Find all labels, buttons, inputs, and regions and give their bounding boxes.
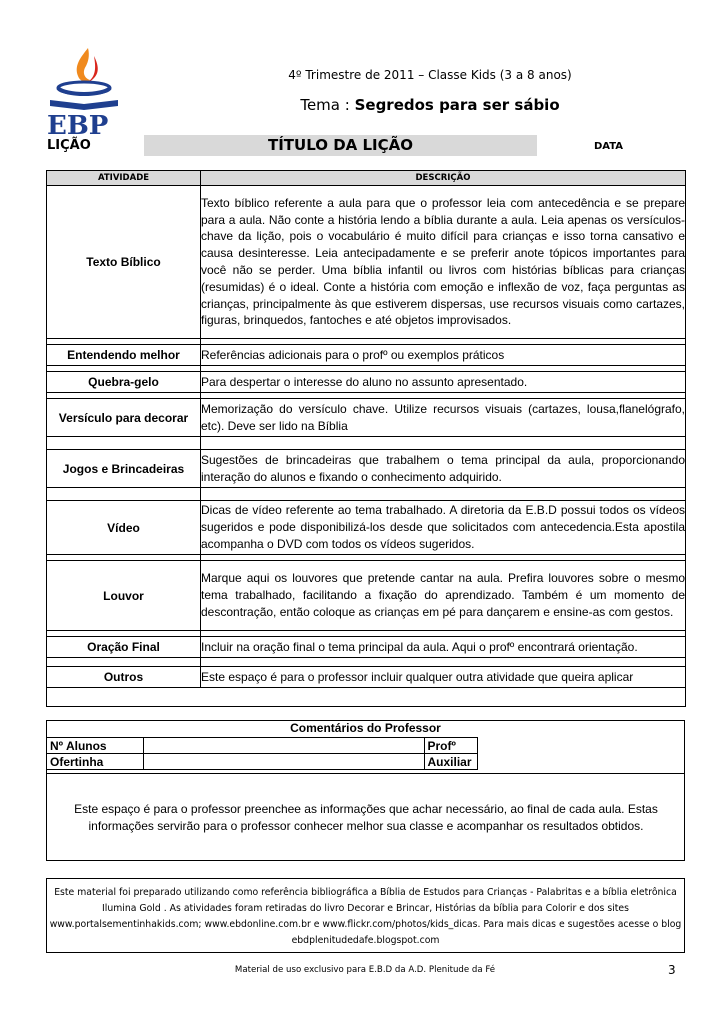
alunos-label: Nº Alunos <box>47 738 143 754</box>
prof-field[interactable] <box>477 738 684 754</box>
trimester-line: 4º Trimestre de 2011 – Classe Kids (3 a 8 anos) <box>288 68 572 82</box>
references-box <box>46 878 685 953</box>
tema-line <box>255 96 605 114</box>
activity-name: Vídeo <box>47 501 201 555</box>
exclusive-use-note: Material de uso exclusivo para E.B.D da A.D. Plenitude da Fé <box>234 965 496 975</box>
activity-name: Jogos e Brincadeiras <box>47 450 201 488</box>
activity-name: Oração Final <box>47 637 201 658</box>
table-row <box>47 345 686 366</box>
references-line: ebdplenitudedafe.blogspot.com <box>291 935 440 946</box>
alunos-field[interactable] <box>143 738 424 754</box>
column-header-atividade: ATIVIDADE <box>47 171 201 186</box>
ofertinha-field[interactable] <box>143 754 424 770</box>
references-line: Ilumina Gold . As atividades foram retiradas do livro Decorar e Brincar, Histórias da bíblia para Colorir e dos sites <box>102 903 629 914</box>
table-row <box>47 561 686 631</box>
activity-name: Versículo para decorar <box>47 399 201 437</box>
tema-value: Segredos para ser sábio <box>354 96 560 114</box>
table-row <box>47 186 686 339</box>
empty-row <box>47 688 686 707</box>
page-number: 3 <box>668 963 676 977</box>
tema-label: Tema : <box>300 96 350 114</box>
comments-title: Comentários do Professor <box>290 721 441 735</box>
table-row <box>47 450 686 488</box>
ebp-logo <box>44 46 130 138</box>
lesson-title-bar: TÍTULO DA LIÇÃO <box>144 135 537 156</box>
activity-description: Dicas de vídeo referente ao tema trabalhado. A diretoria da E.B.D possui todos os vídeos sugeridos e pode disponibilizá-los desde que solicitados com antecedencia.Esta apostila acompanha o DVD com todos os vídeos sugeridos. <box>201 501 686 555</box>
references-line: www.portalsementinhakids.com; www.ebdonline.com.br e www.flickr.com/photos/kids_dicas. Para mais dicas e sugestões acesse o blog <box>49 919 682 930</box>
table-row <box>47 637 686 658</box>
auxiliar-field[interactable] <box>477 754 684 770</box>
professor-comments-box <box>46 720 685 861</box>
activity-description: Para despertar o interesse do aluno no assunto apresentado. <box>201 372 686 393</box>
references-text <box>47 885 684 949</box>
table-row <box>47 372 686 393</box>
activity-name: Entendendo melhor <box>47 345 201 366</box>
ofertinha-label: Ofertinha <box>47 754 143 770</box>
table-row <box>47 667 686 688</box>
logo-text: EBP <box>47 111 109 138</box>
activity-description: Sugestões de brincadeiras que trabalhem o tema principal da aula, proporcionando interação do alunos e fixando o conhecimento adquirido. <box>201 450 686 488</box>
auxiliar-label: Auxiliar <box>424 754 477 770</box>
comments-note: Este espaço é para o professor preenchee as informações que achar necessário, ao final de cada aula. Estas informações servirão para o professor conhecer melhor sua classe e acompanhar os resultados obtidos. <box>74 802 658 833</box>
activity-description: Referências adicionais para o profº ou exemplos práticos <box>201 345 686 366</box>
licao-label: LIÇÃO <box>47 138 91 153</box>
column-header-descricao: DESCRIÇÃO <box>201 171 686 186</box>
activity-name: Louvor <box>47 561 201 631</box>
comments-grid <box>47 737 684 770</box>
activity-description: Incluir na oração final o tema principal da aula. Aqui o profº encontrará orientação. <box>201 637 686 658</box>
activity-name: Texto Bíblico <box>47 186 201 339</box>
activity-description: Marque aqui os louvores que pretende cantar na aula. Prefira louvores sobre o mesmo tema trabalhado, facilitando a fixação do aprendizado. Também é um momento de descontração, então coloque as crianças em pé para dançarem e ensine-as com gestos. <box>201 561 686 631</box>
table-row <box>47 501 686 555</box>
divider <box>47 773 684 774</box>
prof-label: Profº <box>424 738 477 754</box>
activity-description: Texto bíblico referente a aula para que o professor leia com antecedência e se prepare para a aula. Não conte a história lendo a bíblia durante a aula. Leia apenas os versículos-chave da lição, pois o vocabulário é muito difícil para crianças e isso torna cansativo e causa desinteresse. Leia antecipadamente e se preferir anote tópicos importantes para você não se perder. Uma bíblia infantil ou livros com histórias bíblicas para crianças (resumidas) é o ideal. Conte a história com emoção e inflexão de voz, faça perguntas as crianças, principalmente às que estiverem dispersas, use recursos visuais como cartazes, figuras, brinquedos, fantoches e até objetos improvisados. <box>201 186 686 339</box>
table-row <box>47 399 686 437</box>
activity-name: Outros <box>47 667 201 688</box>
date-label: DATA <box>594 141 624 152</box>
activity-description: Este espaço é para o professor incluir qualquer outra atividade que queira aplicar <box>201 667 686 688</box>
activity-name: Quebra-gelo <box>47 372 201 393</box>
activity-description: Memorização do versículo chave. Utilize recursos visuais (cartazes, lousa,flanelógrafo, etc). Deve ser lido na Bíblia <box>201 399 686 437</box>
activity-table <box>46 170 686 707</box>
references-line: Este material foi preparado utilizando como referência bibliográfica a Bíblia de Estudos para Crianças - Palabritas e a bíblia eletrônica <box>54 887 677 898</box>
